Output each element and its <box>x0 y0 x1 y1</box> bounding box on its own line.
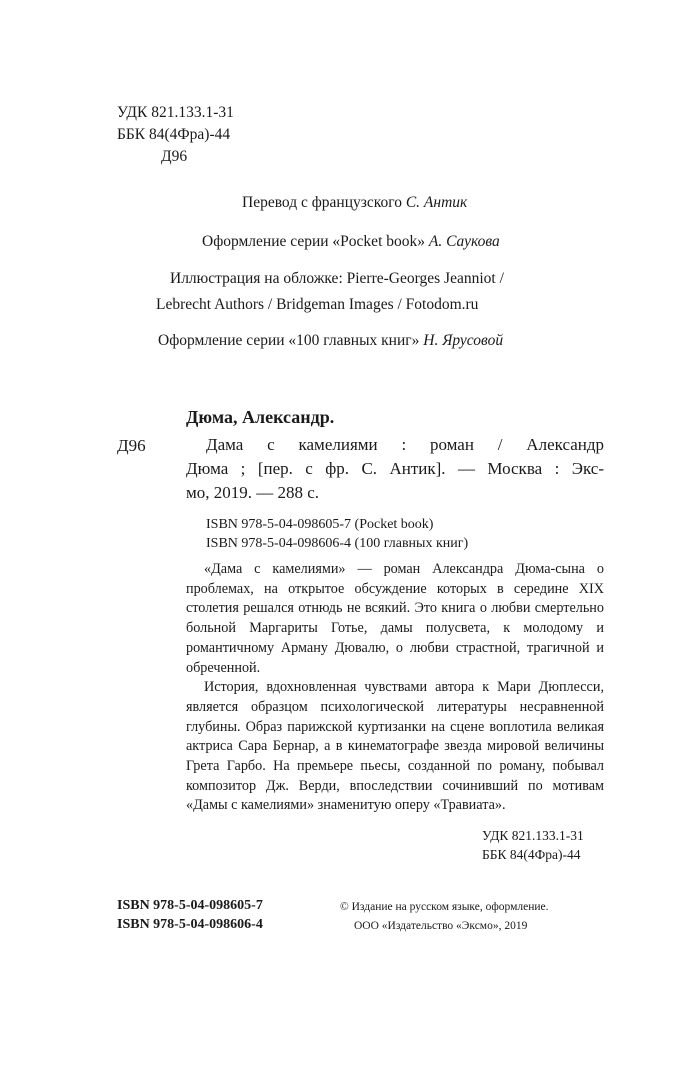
bottom-isbn-block <box>117 897 263 934</box>
bottom-isbn-1: ISBN 978-5-04-098605-7 <box>117 898 263 913</box>
udk-code: УДК 821.133.1-31 <box>117 104 234 121</box>
udk-block <box>117 102 234 168</box>
translation-label: Перевод с французского <box>242 194 402 211</box>
annotation-paragraph-1: «Дама с камелиями» — роман Александра Дюма-сына о проблемах, на открытое обсуждение которых в середине XIX столетия решался отнюдь не всякий. Это книга о любви смертельно больной Маргариты Готье, дамы полусвета, к молодому и романтичному Арману Дювалю, о любви страстной, трагичной и обреченной. <box>186 561 604 676</box>
udk-right-code: УДК 821.133.1-31 <box>482 828 584 843</box>
bottom-isbn-2: ISBN 978-5-04-098606-4 <box>117 916 263 932</box>
translator-name: С. Антик <box>405 194 468 211</box>
series2-design-credit <box>158 328 503 354</box>
annotation-paragraph-2: История, вдохновленная чувствами автора к Мари Дюплесси, является образцом психологической литературы несравненной глубины. Образ парижской куртизанки на сцене воплотила великая актриса Сара Бернар, а в кинематографе звезда мировой величины Грета Гарбо. На премьере пьесы, созданной по роману, побывал композитор Дж. Верди, впоследствии сочинивший по мотивам «Дамы с камелиями» знаменитую оперу «Травиата». <box>186 679 604 814</box>
description-line-3: мо, 2019. — 288 с. <box>186 483 320 502</box>
cover-credit-line2: Lebrecht Authors / Bridgeman Images / Fotodom.ru <box>156 296 479 313</box>
description-line-2: Дюма ; [пер. с фр. С. Антик]. — Москва : Экс- <box>186 459 604 478</box>
copyright-block <box>340 898 549 936</box>
cover-credit-line1: Иллюстрация на обложке: Pierre-Georges Jeanniot / <box>170 270 504 287</box>
bbk-right-code: ББК 84(4Фра)-44 <box>482 847 581 862</box>
bbk-code: ББК 84(4Фра)-44 <box>117 126 231 143</box>
catalog-isbn-block <box>206 515 468 553</box>
series2-design-label: Оформление серии «100 главных книг» <box>158 332 420 349</box>
copyright-line-1: © Издание на русском языке, оформление. <box>340 901 549 913</box>
catalog-isbn-1: ISBN 978-5-04-098605-7 (Pocket book) <box>206 517 434 532</box>
series-design-name: А. Саукова <box>428 233 500 250</box>
series-design-label: Оформление серии «Pocket book» <box>202 233 425 250</box>
catalog-description <box>186 433 604 505</box>
catalog-isbn-2: ISBN 978-5-04-098606-4 (100 главных книг) <box>206 536 469 551</box>
annotation <box>186 560 604 816</box>
description-line-1: Дама с камелиями : роман / Александр <box>206 435 604 454</box>
catalog-author: Дюма, Александр. <box>186 407 335 427</box>
translation-credit <box>242 190 467 216</box>
series2-design-name: Н. Ярусовой <box>423 332 504 349</box>
cover-illustration-credit <box>156 266 590 318</box>
series-design-credit <box>202 229 500 255</box>
catalog-cipher: Д96 <box>117 436 146 455</box>
copyright-line-2: ООО «Издательство «Эксмо», 2019 <box>354 920 528 932</box>
author-mark: Д96 <box>161 148 188 165</box>
udk-right-block <box>482 826 584 864</box>
